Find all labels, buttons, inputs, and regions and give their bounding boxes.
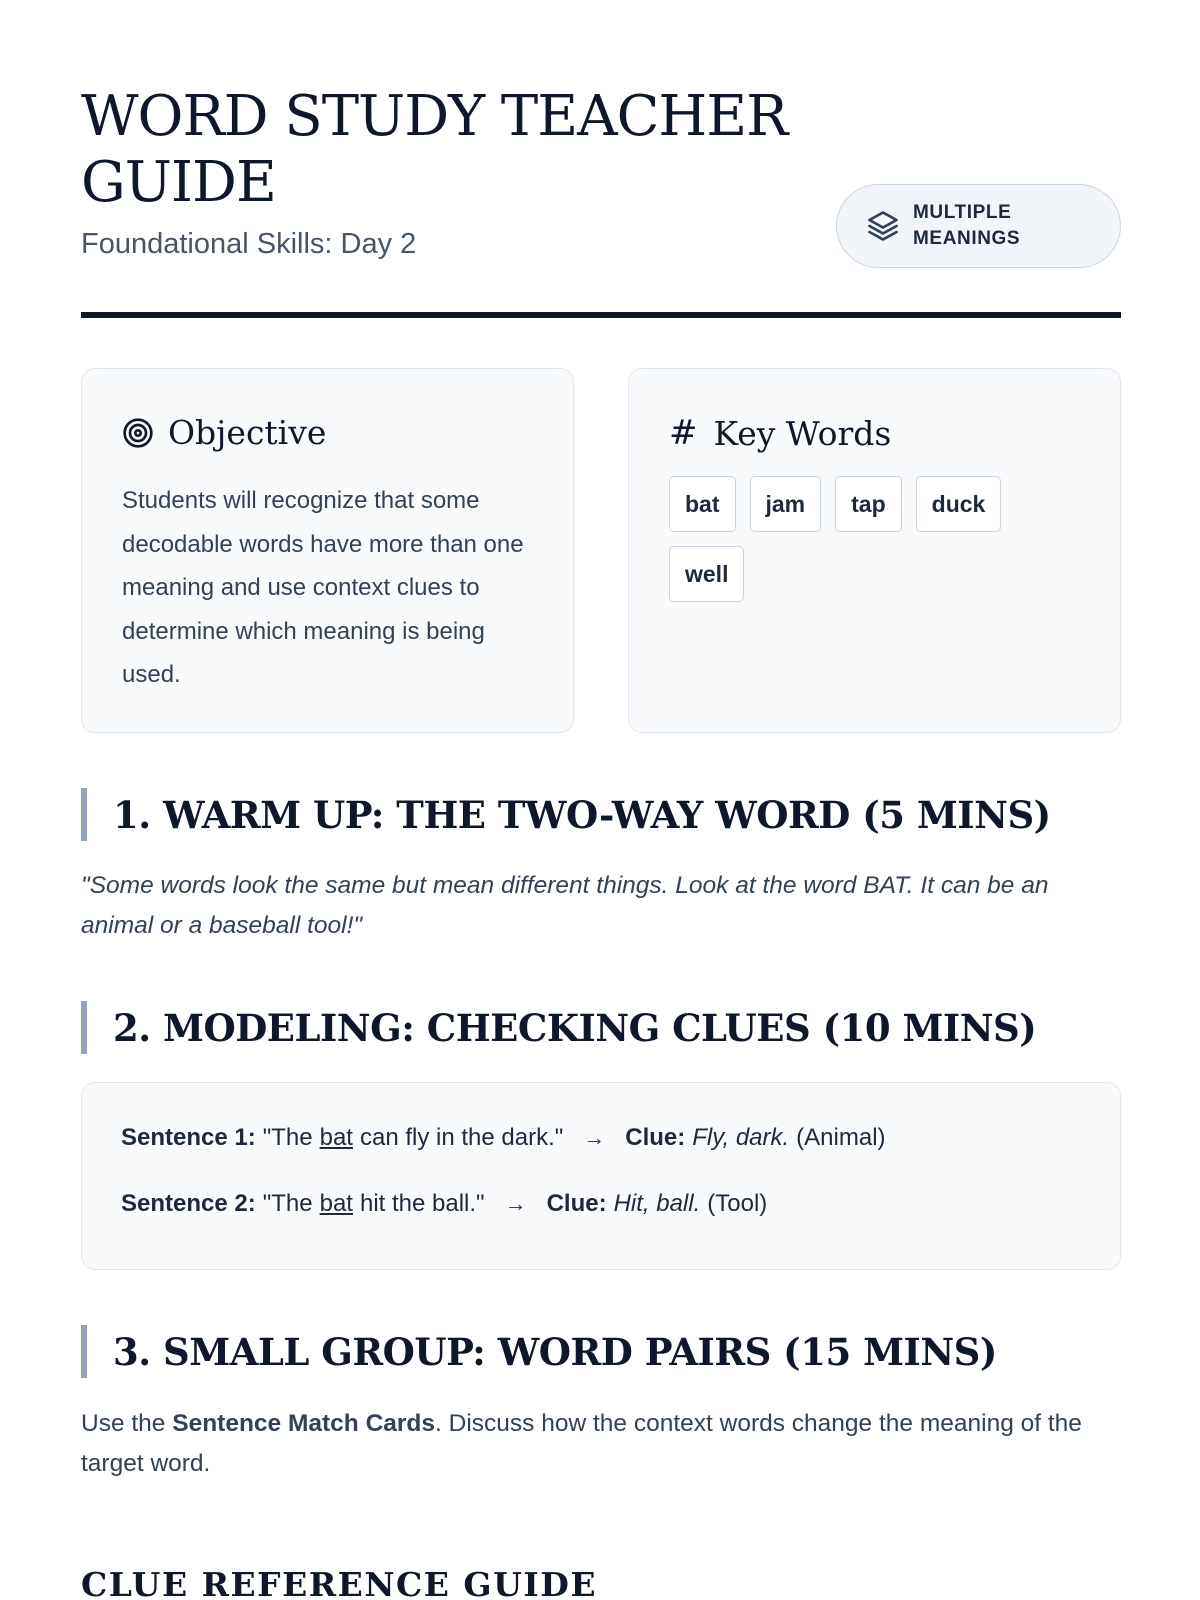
target-word: bat — [319, 1190, 353, 1217]
section-modeling-title: 2. MODELING: CHECKING CLUES (10 MINS) — [81, 1001, 1036, 1054]
page-subtitle: Foundational Skills: Day 2 — [81, 228, 417, 260]
clue-words: Hit, ball. — [613, 1190, 701, 1217]
key-words-card — [628, 368, 1121, 733]
modeling-card — [81, 1082, 1121, 1270]
modeling-row-1 — [121, 1124, 886, 1152]
guide-header — [81, 0, 1121, 318]
objective-card — [81, 368, 574, 733]
key-word-chip: bat — [669, 476, 736, 532]
sentence-label: Sentence 1: — [121, 1124, 256, 1151]
key-words-heading — [669, 413, 891, 453]
hash-icon: # — [669, 413, 698, 453]
target-icon — [122, 417, 154, 449]
small-group-text-pre: Use the — [81, 1410, 166, 1437]
key-word-chip: tap — [835, 476, 902, 532]
clue-label: Clue: — [625, 1124, 686, 1151]
clue-words: Fly, dark. — [692, 1124, 790, 1151]
warmup-quote: "Some words look the same but mean different things. Look at the word BAT. It can be an animal or a baseball tool!" — [81, 872, 1049, 939]
sentence-pre: "The — [262, 1124, 313, 1151]
meaning-label: (Tool) — [707, 1190, 768, 1217]
topic-badge — [836, 184, 1121, 268]
sentence-post: can fly in the dark." — [359, 1124, 564, 1151]
small-group-text — [81, 1404, 1121, 1484]
sentence-pre: "The — [262, 1190, 313, 1217]
objective-heading-label: Objective — [168, 413, 327, 452]
clue-label: Clue: — [546, 1190, 607, 1217]
sentence-post: hit the ball." — [359, 1190, 485, 1217]
arrow-right-icon: → — [504, 1191, 527, 1216]
section-small-group-title: 3. SMALL GROUP: WORD PAIRS (15 MINS) — [81, 1325, 997, 1378]
small-group-text-post: . Discuss how the context words change the meaning of the target word. — [81, 1410, 1082, 1477]
modeling-row-2 — [121, 1190, 767, 1218]
objective-text: Students will recognize that some decodable words have more than one meaning and use context clues to determine which meaning is being used. — [122, 487, 524, 688]
meaning-label: (Animal) — [796, 1124, 886, 1151]
key-word-chip: jam — [750, 476, 822, 532]
small-group-resource: Sentence Match Cards — [172, 1410, 436, 1437]
page-title: WORD STUDY TEACHER GUIDE — [81, 84, 788, 215]
badge-label: MULTIPLE MEANINGS — [913, 202, 1021, 249]
objective-heading — [122, 413, 326, 452]
reference-guide-title: CLUE REFERENCE GUIDE — [81, 1565, 598, 1600]
target-word: bat — [319, 1124, 353, 1151]
key-word-chip: well — [669, 546, 744, 602]
key-words-heading-label: Key Words — [713, 413, 892, 453]
sentence-label: Sentence 2: — [121, 1190, 256, 1217]
key-word-chip: duck — [916, 476, 1002, 532]
section-warmup-title: 1. WARM UP: THE TWO-WAY WORD (5 MINS) — [81, 788, 1051, 841]
layers-icon — [865, 208, 901, 244]
teacher-guide-page — [81, 0, 1121, 1600]
key-word-list — [669, 476, 1089, 602]
arrow-right-icon: → — [583, 1125, 606, 1150]
